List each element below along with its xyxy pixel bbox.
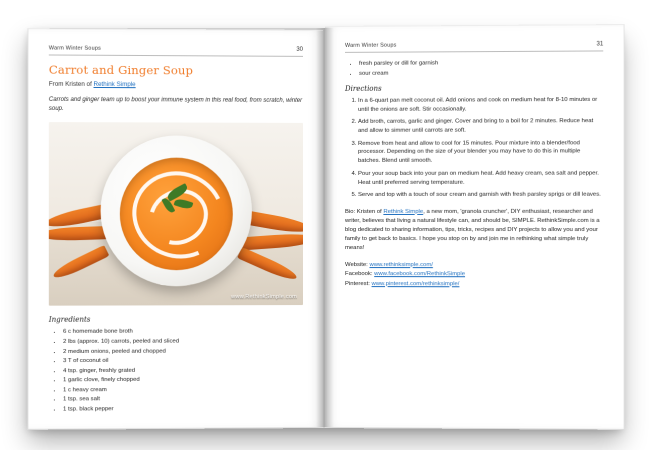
ingredients-heading: Ingredients — [48, 316, 91, 325]
directions-heading: Directions — [344, 84, 382, 94]
link-row — [345, 261, 603, 271]
author-links — [345, 261, 603, 290]
bio-name-prefix: Kristen of — [355, 208, 384, 215]
pinterest-label: Pinterest: — [344, 280, 372, 287]
list-item: 5. Serve and top with a touch of sour cream and garnish with fresh parsley sprigs or dill leaves. — [358, 191, 603, 200]
website-label: Website: — [344, 261, 370, 268]
list-item: • sour cream — [359, 68, 603, 79]
soup-surface — [120, 158, 233, 271]
bio-label: Bio: — [344, 208, 356, 215]
website-link[interactable]: www.rethinksimple.com/ — [369, 261, 433, 268]
author-bio — [345, 208, 603, 253]
list-item: • 6 c homemade bone broth — [63, 327, 303, 337]
recipe-byline — [49, 81, 303, 89]
header-rule-right — [345, 50, 603, 52]
bio-text: , a new mom, 'granola cruncher', DIY enthusiast, researcher and writer, believes that living a natural lifestyle can, and should be, SIMPLE. RethinkSimple.com is a blog dedicated to sharing information, tips, tricks, recipes and DIY projects to allow you and your family to get back to basics. I hope you stop on by and join me in rethinking what simple truly means! — [344, 208, 600, 251]
right-page — [325, 24, 625, 430]
directions-list — [345, 96, 603, 200]
list-item: • fresh parsley or dill for garnish — [359, 59, 603, 70]
running-head-left: Warm Winter Soups — [48, 45, 102, 52]
list-item: • 4 tsp. ginger, freshly grated — [63, 366, 303, 377]
list-item: • 1 tsp. sea salt — [63, 394, 303, 405]
ingredients-list — [49, 327, 303, 415]
list-item: 1. In a 6-quart pan melt coconut oil. Add onions and cook on medium heat for 8-10 minutes or until the onions are soft. Stir occasionally. — [358, 96, 603, 115]
facebook-link[interactable]: www.facebook.com/RethinkSimple — [374, 271, 466, 278]
page-number-left: 30 — [296, 46, 304, 53]
recipe-title: Carrot and Ginger Soup — [48, 62, 194, 78]
photo-watermark: www.RethinkSimple.com — [231, 294, 297, 301]
facebook-label: Facebook: — [344, 271, 375, 278]
header-rule-left — [49, 54, 303, 56]
running-head-right: Warm Winter Soups — [344, 42, 397, 49]
list-item: • 2 medium onions, peeled and chopped — [63, 347, 303, 358]
recipe-photo — [49, 122, 303, 306]
link-row — [345, 280, 603, 290]
ingredients-continued-list — [345, 59, 603, 80]
list-item: • 1 garlic clove, finely chopped — [63, 375, 303, 386]
list-item: • 3 T of coconut oil — [63, 356, 303, 367]
left-page — [27, 28, 323, 430]
byline-link[interactable]: Rethink Simple — [93, 80, 136, 89]
recipe-intro: Carrots and ginger team up to boost your immune system in this real food, from scratch, winter soup. — [48, 96, 303, 112]
byline-prefix: From Kristen of — [48, 80, 94, 88]
list-item: 3. Remove from heat and allow to cool for 15 minutes. Pour mixture into a blender/food processor. Depending on the size of your blender you may have to do this in multiple batches. Blend until smooth. — [358, 139, 603, 166]
list-item: • 1 c heavy cream — [63, 385, 303, 396]
list-item: • 1 tsp. black pepper — [63, 404, 303, 415]
bio-name-link[interactable]: Rethink Simple — [383, 208, 424, 215]
list-item: • 2 lbs (approx. 10) carrots, peeled and sliced — [63, 337, 303, 347]
pinterest-link[interactable]: www.pinterest.com/rethinksimple/ — [371, 280, 460, 287]
page-number-right: 31 — [596, 41, 604, 48]
list-item: 4. Pour your soup back into your pan on medium heat. Add heavy cream, sea salt and pepper. Heat until preferred serving temperature. — [358, 169, 603, 187]
link-row — [345, 270, 603, 280]
list-item: 2. Add broth, carrots, garlic and ginger. Cover and bring to a boil for 2 minutes. Reduce heat and allow to simmer until carrots are soft. — [358, 117, 603, 136]
